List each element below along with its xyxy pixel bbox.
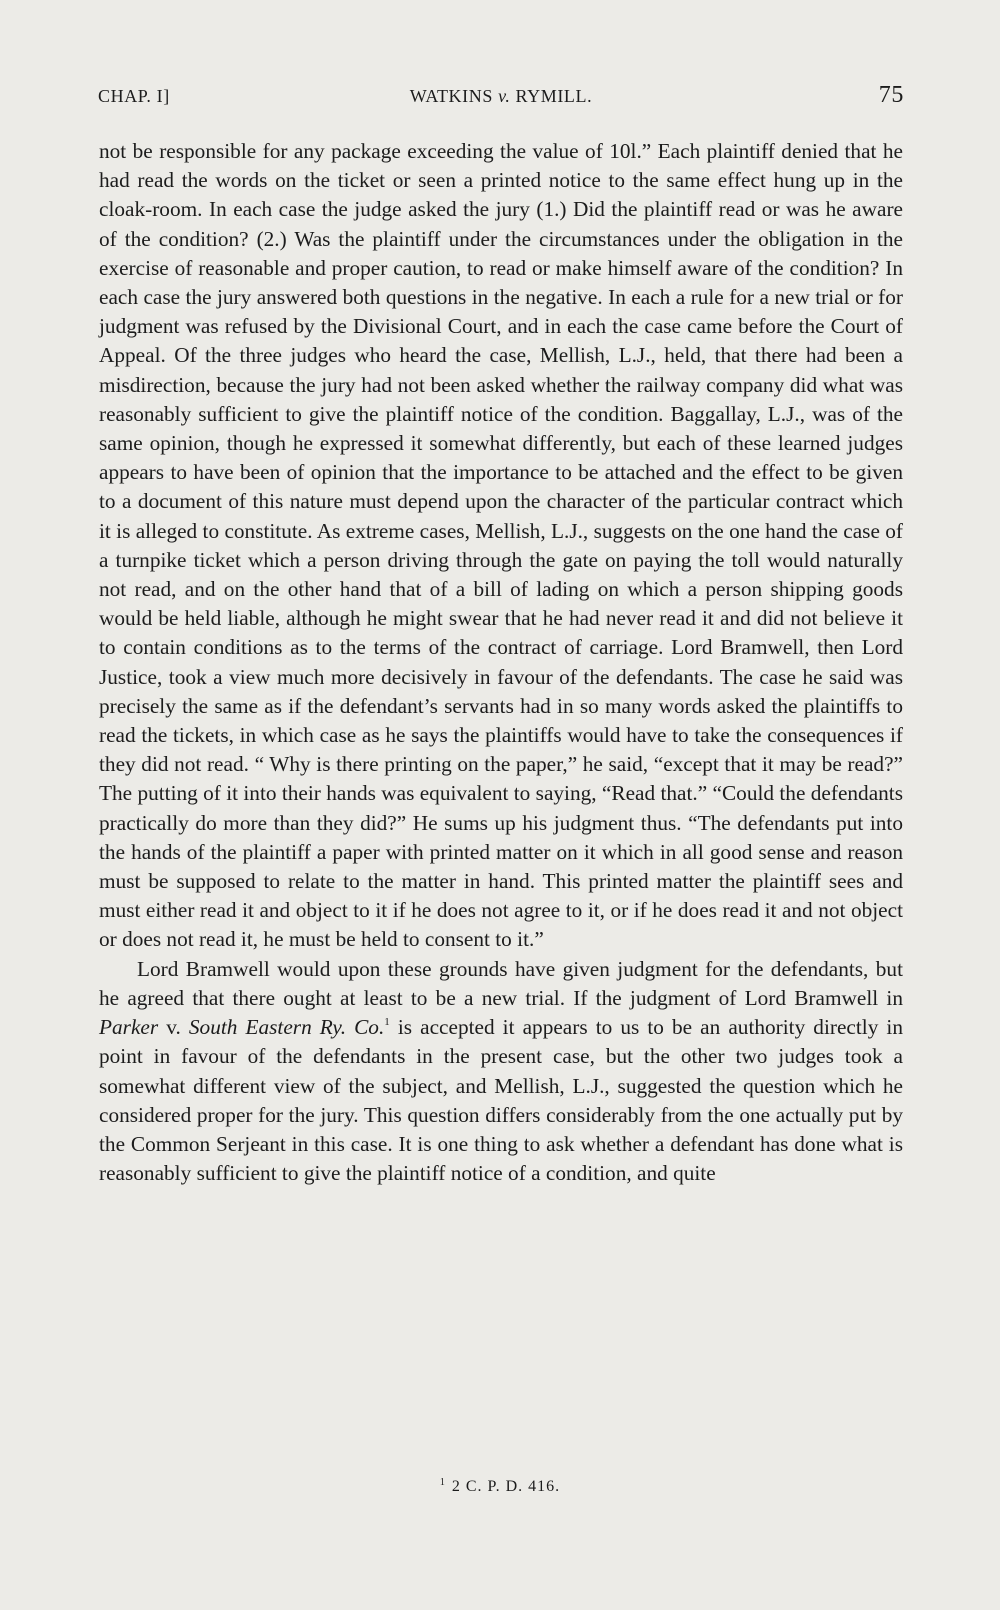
paragraph-2-part-b: is accepted it appears to us to be an authority directly in point in favour of the defendants in the present case, but the other two judges took a somewhat different view of the subject, and Mellish, L.J., suggested the question which he considered proper for the jury. This question differs considerably from the one actually put by the Common Serjeant in this case. It is one thing to ask whether a defendant has done what is reasonably sufficient to give the plaintiff notice of a condition, and quite	[99, 1015, 903, 1186]
footnote	[0, 1478, 1000, 1496]
footnote-reference: 1	[384, 1016, 390, 1029]
paragraph-1: not be responsible for any package exceeding the value of 10l.” Each plaintiff denied that he had read the words on the ticket or seen a printed notice to the same effect hung up in the cloak-room. In each case the judge asked the jury (1.) Did the plaintiff read or was he aware of the condition? (2.) Was the plaintiff under the circumstances under the obligation in the exercise of reasonable and proper caution, to read or make himself aware of the condition? In each case the jury answered both questions in the negative. In each a rule for a new trial or for judgment was refused by the Divisional Court, and in each the case came before the Court of Appeal. Of the three judges who heard the case, Mellish, L.J., held, that there had been a misdirection, because the jury had not been asked whether the railway company did what was reasonably sufficient to give the plaintiff notice of the condition. Baggallay, L.J., was of the same opinion, though he expressed it somewhat differently, but each of these learned judges appears to have been of opinion that the importance to be attached and the effect to be given to a document of this nature must depend upon the character of the particular contract which it is alleged to constitute. As extreme cases, Mellish, L.J., suggests on the one hand the case of a turnpike ticket which a person driving through the gate on paying the toll would naturally not read, and on the other hand that of a bill of lading on which a person shipping goods would be held liable, although he might swear that he had never read it and did not believe it to contain conditions as to the terms of the contract of carriage. Lord Bramwell, then Lord Justice, took a view much more decisively in favour of the defendants. The case he said was precisely the same as if the defendant’s servants had in so many words asked the plaintiffs to read the tickets, in which case as he says the plaintiffs would have to take the consequences if they did not read. “ Why is there printing on the paper,” he said, “except that it may be read?” The putting of it into their hands was equivalent to saying, “Read that.” “Could the defendants practically do more than they did?” He sums up his judgment thus. “The defendants put into the hands of the plaintiff a paper with printed matter on it which in all good sense and reason must be supposed to relate to the matter in hand. This printed matter the plaintiff sees and must either read it and object to it if he does not agree to it, or if he does read it and not object or does not read it, he must be held to consent to it.”	[99, 139, 903, 952]
chapter-label: CHAP. I]	[98, 86, 170, 106]
running-title-part2: RYMILL.	[510, 86, 593, 106]
page-number: 75	[878, 82, 904, 108]
case-versus: v.	[158, 1015, 189, 1040]
footnote-text: 2 C. P. D. 416.	[451, 1478, 561, 1495]
running-title-versus: v.	[498, 86, 511, 106]
footnote-marker: 1	[439, 1477, 446, 1488]
paragraph-2	[99, 955, 903, 1189]
running-title	[98, 86, 904, 107]
paragraph-2-part-a: Lord Bramwell would upon these grounds have given judgment for the defendants, but he agreed that there ought at least to be a new trial. If the judgment of Lord Bramwell in	[99, 956, 903, 1010]
case-party-2: South Eastern Ry. Co.	[188, 1015, 385, 1040]
running-title-part1: WATKINS	[409, 86, 499, 106]
body-text	[99, 137, 903, 1188]
case-party-1: Parker	[99, 1015, 159, 1040]
running-head	[98, 84, 904, 114]
